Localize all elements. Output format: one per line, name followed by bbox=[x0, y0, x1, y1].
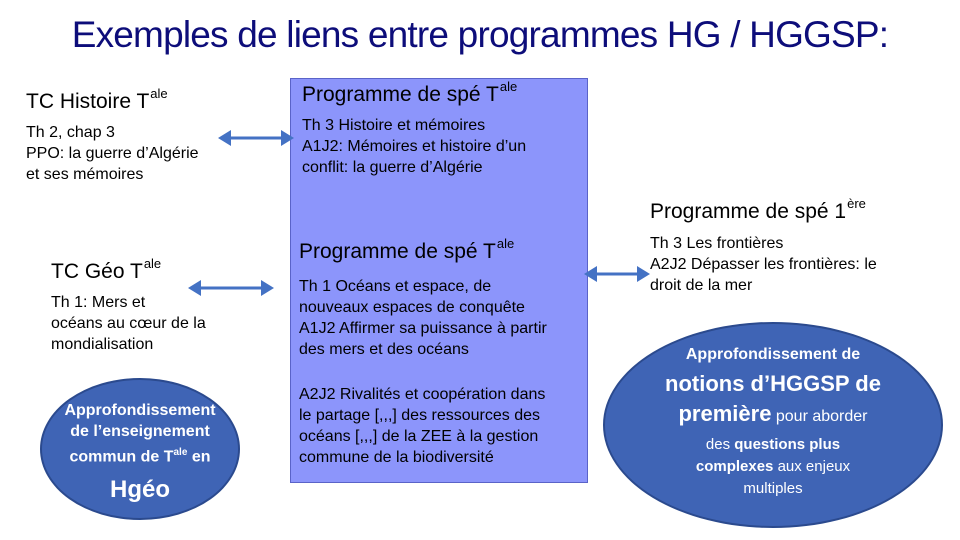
left-ellipse-line: Approfondissement bbox=[64, 402, 216, 419]
center-mid-line: Th 1 Océans et espace, de bbox=[299, 278, 492, 295]
left-top-body bbox=[26, 122, 199, 185]
right-ellipse-line5-bold: complexes bbox=[695, 458, 774, 475]
right-ellipse-line3 bbox=[605, 400, 941, 431]
right-ellipse-line5 bbox=[605, 456, 941, 478]
center-bottom-line: océans [,,,] de la ZEE à la gestion bbox=[299, 428, 539, 445]
left-mid-line: océans au cœur de la bbox=[51, 315, 206, 332]
right-ellipse-line6: multiples bbox=[743, 480, 803, 497]
center-bottom-line: A2J2 Rivalités et coopération dans bbox=[299, 386, 546, 403]
double-arrow-icon bbox=[584, 259, 650, 289]
left-mid-heading bbox=[51, 256, 162, 284]
page-title: Exemples de liens entre programmes HG / HGGSP: bbox=[71, 14, 889, 55]
left-ellipse-line bbox=[42, 442, 238, 467]
right-line: Th 3 Les frontières bbox=[650, 235, 784, 252]
center-bottom-line: commune de la biodiversité bbox=[299, 449, 494, 466]
right-ellipse-line4 bbox=[605, 434, 941, 456]
left-top-line: PPO: la guerre d’Algérie bbox=[26, 145, 199, 162]
center-bottom-body bbox=[299, 384, 545, 468]
right-heading-text: Programme de spé 1 bbox=[650, 200, 847, 223]
right-ellipse-line4-pre: des bbox=[705, 436, 735, 453]
left-mid-heading-sup: ale bbox=[143, 256, 162, 271]
right-ellipse bbox=[603, 322, 943, 528]
center-mid-line: des mers et des océans bbox=[299, 341, 469, 358]
center-mid-line: nouveaux espaces de conquête bbox=[299, 299, 525, 316]
left-ellipse-sup: ale bbox=[173, 447, 188, 458]
center-mid-body bbox=[299, 276, 547, 360]
center-top-heading-sup: ale bbox=[499, 79, 518, 94]
center-mid-heading bbox=[299, 236, 515, 264]
left-mid-heading-text: TC Géo T bbox=[51, 260, 143, 283]
right-line: A2J2 Dépasser les frontières: le bbox=[650, 256, 877, 273]
left-ellipse bbox=[40, 378, 240, 520]
center-top-body bbox=[302, 115, 526, 178]
left-ellipse-text bbox=[42, 400, 238, 507]
left-ellipse-line: de l’enseignement bbox=[70, 423, 210, 440]
center-top-line: Th 3 Histoire et mémoires bbox=[302, 117, 486, 134]
double-arrow-icon bbox=[218, 123, 294, 153]
center-top-heading-text: Programme de spé T bbox=[302, 83, 499, 106]
left-top-heading bbox=[26, 86, 168, 114]
left-mid-line: Th 1: Mers et bbox=[51, 294, 146, 311]
left-top-heading-text: TC Histoire T bbox=[26, 90, 150, 113]
right-ellipse-line3-bold: première bbox=[678, 401, 772, 426]
double-arrow-icon bbox=[188, 273, 274, 303]
left-ellipse-line3-text: commun de T bbox=[69, 448, 174, 466]
right-ellipse-line5-rest: aux enjeux bbox=[773, 458, 851, 475]
right-ellipse-line4-bold: questions plus bbox=[734, 436, 841, 453]
left-top-line: Th 2, chap 3 bbox=[26, 124, 115, 141]
right-ellipse-line1: Approfondissement de bbox=[685, 346, 861, 363]
left-mid-body bbox=[51, 292, 206, 355]
left-top-heading-sup: ale bbox=[150, 86, 168, 101]
right-ellipse-line2: notions d’HGGSP de bbox=[665, 371, 881, 396]
center-bottom-line: le partage [,,,] des ressources des bbox=[299, 407, 541, 424]
right-body bbox=[650, 233, 877, 296]
right-ellipse-lower bbox=[605, 434, 941, 500]
center-mid-line: A1J2 Affirmer sa puissance à partir bbox=[299, 320, 547, 337]
left-mid-line: mondialisation bbox=[51, 336, 154, 353]
left-ellipse-line3-suffix: en bbox=[187, 448, 211, 466]
right-heading bbox=[650, 196, 866, 224]
left-ellipse-big: Hgéo bbox=[110, 476, 170, 504]
center-top-heading bbox=[302, 79, 518, 107]
center-top-line: A1J2: Mémoires et histoire d’un bbox=[302, 138, 527, 155]
center-top-line: conflit: la guerre d’Algérie bbox=[302, 159, 483, 176]
center-mid-heading-sup: ale bbox=[496, 236, 515, 251]
right-heading-sup: ère bbox=[847, 196, 866, 211]
right-ellipse-line3-rest: pour aborder bbox=[771, 408, 868, 425]
left-top-line: et ses mémoires bbox=[26, 166, 144, 183]
right-line: droit de la mer bbox=[650, 277, 753, 294]
center-mid-heading-text: Programme de spé T bbox=[299, 240, 496, 263]
